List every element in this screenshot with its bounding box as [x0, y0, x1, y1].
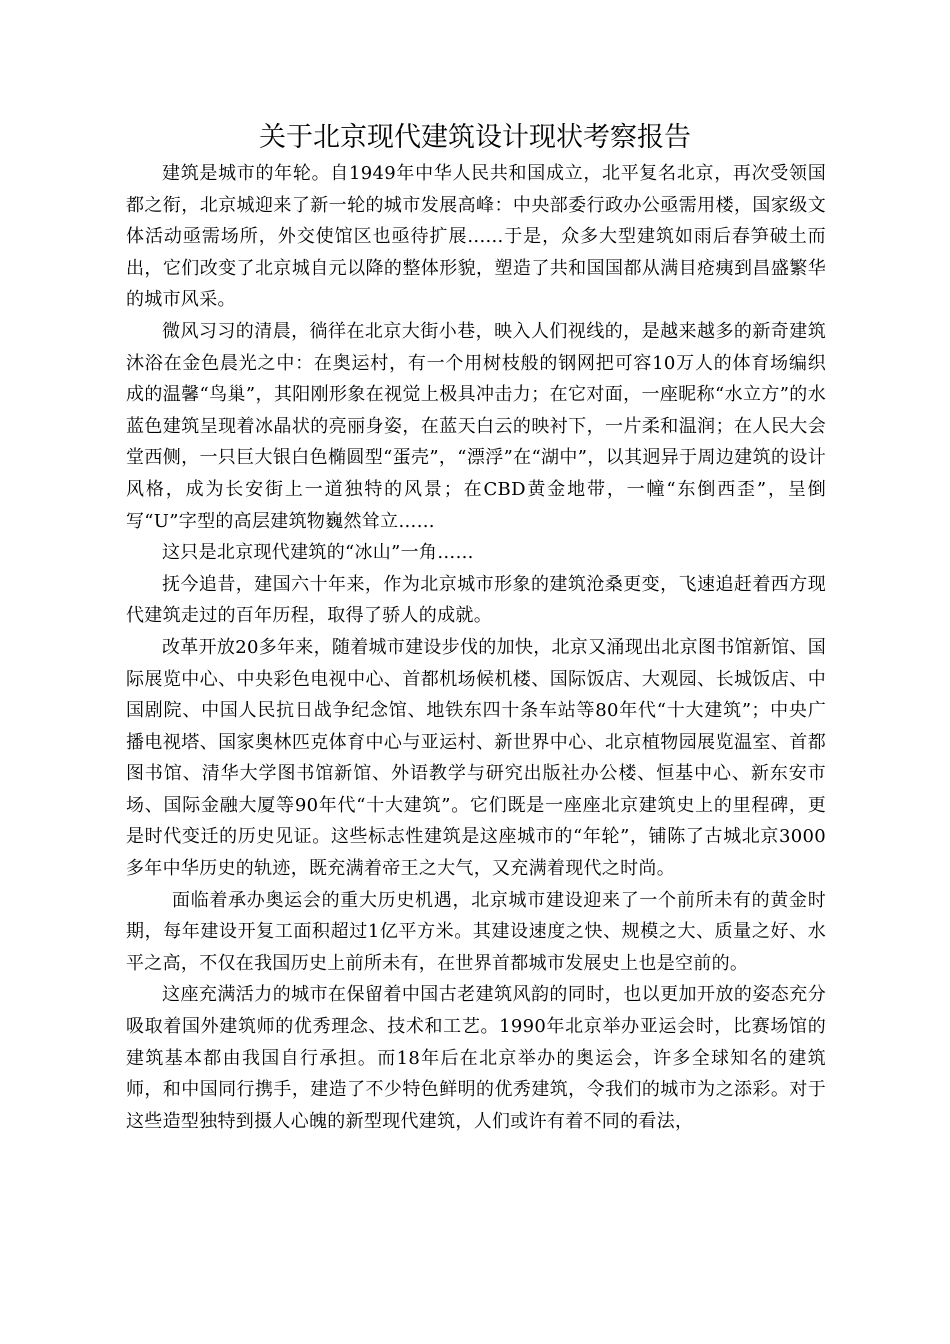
paragraph: 改革开放20多年来，随着城市建设步伐的加快，北京又涌现出北京图书馆新馆、国际展览中心、中央彩色电视中心、首都机场候机楼、国际饭店、大观园、长城饭店、中国剧院、中国人民抗日战争纪念馆、地铁东四十条车站等80年代“十大建筑”；中央广播电视塔、国家奥林匹克体育中心与亚运村、新世界中心、北京植物园展览温室、首都图书馆、清华大学图书馆新馆、外语教学与研究出版社办公楼、恒基中心、新东安市场、国际金融大厦等90年代“十大建筑”。它们既是一座座北京建筑史上的里程碑，更是时代变迁的历史见证。这些标志性建筑是这座城市的“年轮”，铺陈了古城北京3000多年中华历史的轨迹，既充满着帝王之大气，又充满着现代之时尚。 [126, 636, 827, 880]
document-body [126, 158, 826, 1137]
paragraph: 这座充满活力的城市在保留着中国古老建筑风韵的同时，也以更加开放的姿态充分吸取着国外建筑师的优秀理念、技术和工艺。1990年北京举办亚运会时，比赛场馆的建筑基本都由我国自行承担。而18年后在北京举办的奥运会，许多全球知名的建筑师，和中国同行携手，建造了不少特色鲜明的优秀建筑，令我们的城市为之添彩。对于这些造型独特到摄人心魄的新型现代建筑，人们或许有着不同的看法， [126, 984, 826, 1132]
paragraph: 微风习习的清晨，徜徉在北京大街小巷，映入人们视线的，是越来越多的新奇建筑沐浴在金色晨光之中：在奥运村，有一个用树枝般的钢网把可容10万人的体育场编织成的温馨“鸟巢”，其阳刚形象在视觉上极具冲击力；在它对面，一座昵称“水立方”的水蓝色建筑呈现着冰晶状的亮丽身姿，在蓝天白云的映衬下，一片柔和温润；在人民大会堂西侧，一只巨大银白色椭圆型“蛋壳”，“漂浮”在“湖中”，以其迥异于周边建筑的设计风格，成为长安街上一道独特的风景；在CBD黄金地带，一幢“东倒西歪”，呈倒写“U”字型的高层建筑物巍然耸立…… [126, 320, 826, 532]
paragraph: 这只是北京现代建筑的“冰山”一角…… [162, 542, 474, 564]
paragraph: 建筑是城市的年轮。自1949年中华人民共和国成立，北平复名北京，再次受领国都之衔，北京城迎来了新一轮的城市发展高峰：中央部委行政办公亟需用楼，国家级文体活动亟需场所，外交使馆区也亟待扩展......于是，众多大型建筑如雨后春笋破土而出，它们改变了北京城自元以降的整体形貌，塑造了共和国国都从满目疮痍到昌盛繁华的城市风采。 [126, 163, 826, 311]
paragraph: 抚今追昔，建国六十年来，作为北京城市形象的建筑沧桑更变，飞速追赶着西方现代建筑走过的百年历程，取得了骄人的成就。 [126, 573, 826, 627]
paragraph: 面临着承办奥运会的重大历史机遇，北京城市建设迎来了一个前所未有的黄金时期，每年建设开复工面积超过1亿平方米。其建设速度之快、规模之大、质量之好、水平之高，不仅在我国历史上前所未有，在世界首都城市发展史上也是空前的。 [126, 889, 826, 974]
document-title: 关于北京现代建筑设计现状考察报告 [259, 122, 691, 153]
